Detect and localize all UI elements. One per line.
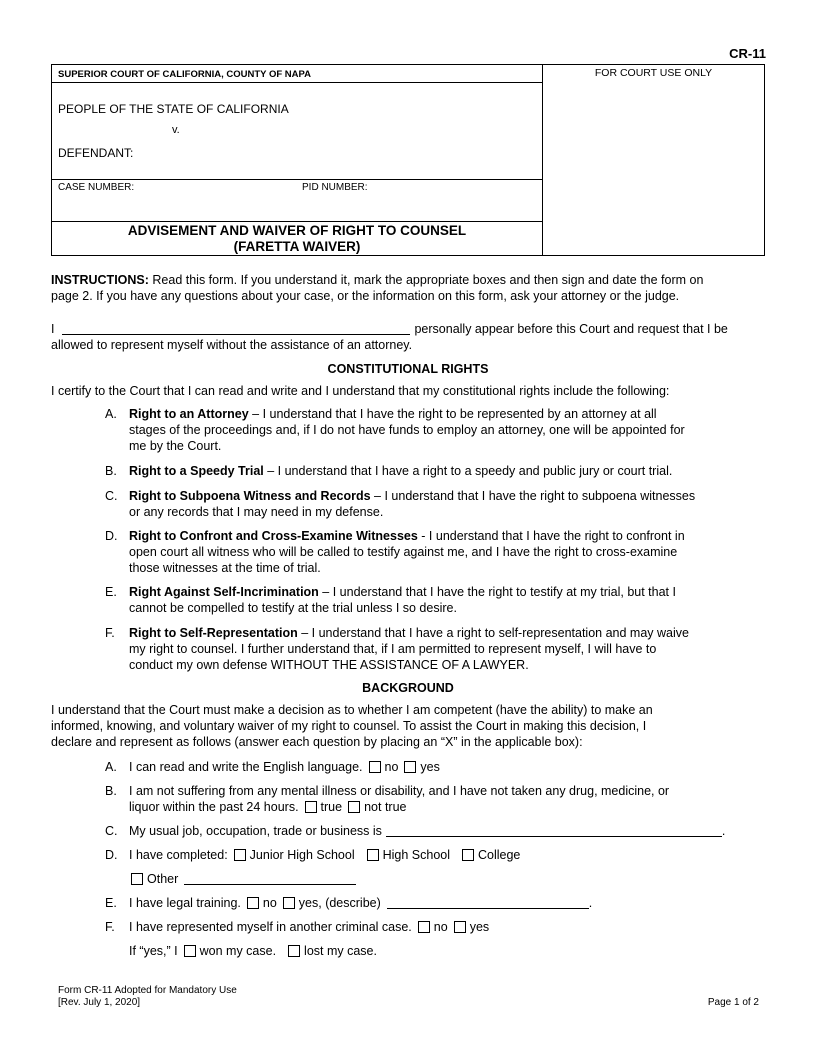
versus-label: v. [172,124,180,136]
college-label: College [478,848,521,862]
other-field[interactable] [184,871,356,885]
question-letter: C. [105,824,118,838]
appear-text-2: allowed to represent myself without the assistance of an attorney. [51,338,413,352]
other-label: Other [147,872,179,886]
appear-i: I [51,322,55,336]
right-letter: F. [105,626,115,640]
footer-line-1: Form CR-11 Adopted for Mandatory Use [58,985,237,996]
right-title: Right to Self-Representation [129,626,298,640]
question-letter: A. [105,760,117,774]
question-end: . [588,896,593,910]
footer-line-2: [Rev. July 1, 2020] [58,997,141,1008]
form-title [52,222,542,255]
right-line-1: – I understand that I have a right to a speedy and public jury or court trial. [263,464,673,478]
right-item [105,625,765,673]
question-a [105,759,765,775]
other-checkbox[interactable] [131,873,143,885]
yes-label: yes [469,920,490,934]
junior-high-checkbox[interactable] [234,849,246,861]
right-title: Right to Subpoena Witness and Records [129,489,371,503]
right-item [105,406,765,454]
right-line-3: me by the Court. [129,439,222,453]
right-letter: E. [105,585,117,599]
question-letter: F. [105,920,115,934]
right-line-2: cannot be compelled to testify at the trial unless I so desire. [129,601,457,615]
legal-training-field[interactable] [387,895,589,909]
right-line-1: – I understand that I have a right to self-representation and may waive [297,626,689,640]
question-text: I have represented myself in another criminal case. [129,920,412,934]
right-line-3: those witnesses at the time of trial. [129,561,321,575]
background-intro-3: declare and represent as follows (answer each question by placing an “X” in the applicable box): [51,735,583,749]
form-footer [58,985,237,1009]
won-checkbox[interactable] [184,945,196,957]
constitutional-intro: I certify to the Court that I can read and write and I understand that my constitutional rights include the following: [51,384,670,398]
question-d [105,847,765,863]
question-text: My usual job, occupation, trade or business is [129,824,382,838]
title-line-1: ADVISEMENT AND WAIVER OF RIGHT TO COUNSEL [127,223,467,238]
no-label: no [433,920,448,934]
question-f [105,919,765,935]
no-label: no [384,760,399,774]
numbers-section [52,180,542,222]
page-number: Page 1 of 2 [707,997,759,1008]
question-letter: D. [105,848,118,862]
right-title: Right to Confront and Cross-Examine Witnesses [129,529,418,543]
right-item [105,584,765,616]
true-label: true [320,800,343,814]
court-name: SUPERIOR COURT OF CALIFORNIA, COUNTY OF NAPA [52,65,542,83]
caption-box [51,64,765,256]
case-number-label: CASE NUMBER: [58,182,135,193]
right-item [105,488,765,520]
right-letter: A. [105,407,117,421]
question-letter: B. [105,784,117,798]
occupation-field[interactable] [386,823,722,837]
question-text-2: liquor within the past 24 hours. [129,800,299,814]
question-letter: E. [105,896,117,910]
background-intro [51,702,765,750]
instructions [51,272,765,304]
college-checkbox[interactable] [462,849,474,861]
instructions-label: INSTRUCTIONS: [51,273,149,287]
no-checkbox[interactable] [418,921,430,933]
form-number: CR-11 [729,46,766,61]
right-item [105,463,765,479]
right-title: Right to a Speedy Trial [129,464,264,478]
high-school-label: High School [382,848,450,862]
question-d-other [105,871,765,887]
right-line-2: or any records that I may need in my defense. [129,505,384,519]
plaintiff-name: PEOPLE OF THE STATE OF CALIFORNIA [58,102,289,116]
court-use-label: FOR COURT USE ONLY [594,67,713,79]
instructions-text-2: page 2. If you have any questions about your case, or the information on this form, ask your attorney or the judge. [51,289,680,303]
right-line-1: – I understand that I have the right to be represented by an attorney at all [248,407,657,421]
not-true-checkbox[interactable] [348,801,360,813]
no-checkbox[interactable] [247,897,259,909]
right-line-3: conduct my own defense WITHOUT THE ASSISTANCE OF A LAWYER. [129,658,529,672]
background-intro-1: I understand that the Court must make a decision as to whether I am competent (have the ability) to make an [51,703,653,717]
question-c [105,823,765,839]
appearance-statement [51,321,765,353]
junior-high-label: Junior High School [249,848,355,862]
not-true-label: not true [364,800,407,814]
question-f-followup [105,943,765,959]
right-item [105,528,765,576]
yes-checkbox[interactable] [404,761,416,773]
name-field[interactable] [62,321,410,335]
yes-checkbox[interactable] [454,921,466,933]
right-letter: C. [105,489,118,503]
right-title: Right to an Attorney [129,407,249,421]
title-line-2: (FARETTA WAIVER) [233,239,361,254]
right-line-1: – I understand that I have the right to subpoena witnesses [370,489,696,503]
right-line-1: - I understand that I have the right to confront in [417,529,685,543]
appear-text-1: personally appear before this Court and request that I be [414,322,728,336]
question-text: I have completed: [129,848,228,862]
right-line-1: – I understand that I have the right to testify at my trial, but that I [318,585,676,599]
no-label: no [262,896,277,910]
question-text-1: I am not suffering from any mental illness or disability, and I have not taken any drug, medicine, or [129,784,670,798]
right-line-2: my right to counsel. I further understand that, if I am permitted to represent myself, I will have to [129,642,657,656]
if-yes-label: If “yes,” I [129,944,178,958]
caption-left [52,65,543,255]
pid-number-label: PID NUMBER: [302,182,368,193]
question-text: I can read and write the English language. [129,760,363,774]
question-b [105,783,765,815]
right-letter: B. [105,464,117,478]
lost-label: lost my case. [304,944,377,958]
right-line-2: stages of the proceedings and, if I do not have funds to employ an attorney, one will be appointed for [129,423,685,437]
background-intro-2: informed, knowing, and voluntary waiver of my right to counsel. To assist the Court in making this decision, I [51,719,647,733]
no-checkbox[interactable] [369,761,381,773]
lost-checkbox[interactable] [288,945,300,957]
right-line-2: open court all witness who will be called to testify against me, and I have the right to cross-examine [129,545,678,559]
parties-section [52,83,542,180]
yes-checkbox[interactable] [283,897,295,909]
background-heading: BACKGROUND [362,681,454,695]
won-label: won my case. [199,944,277,958]
high-school-checkbox[interactable] [367,849,379,861]
yes-label: yes, (describe) [298,896,381,910]
defendant-label: DEFENDANT: [58,146,134,160]
right-letter: D. [105,529,118,543]
question-end: . [721,824,726,838]
right-title: Right Against Self-Incrimination [129,585,319,599]
constitutional-heading: CONSTITUTIONAL RIGHTS [327,362,489,376]
instructions-text-1: Read this form. If you understand it, mark the appropriate boxes and then sign and date the form on [148,273,704,287]
yes-label: yes [420,760,440,774]
true-checkbox[interactable] [305,801,317,813]
question-text: I have legal training. [129,896,241,910]
question-e [105,895,765,911]
